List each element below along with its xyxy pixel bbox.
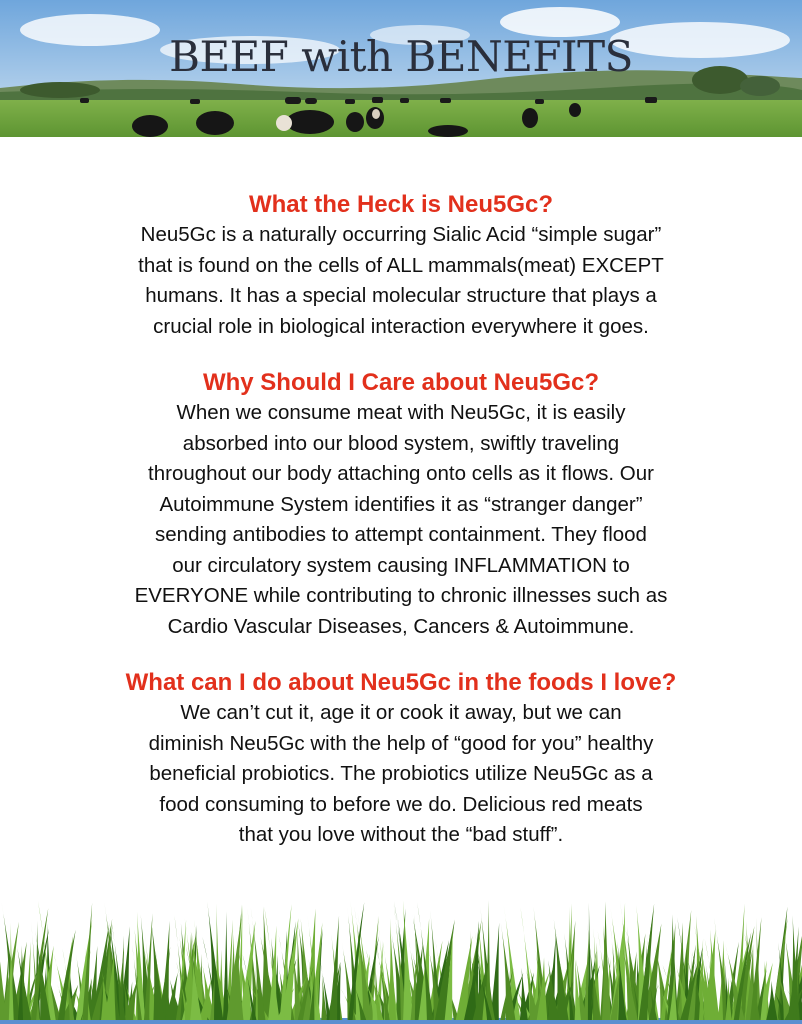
section-paragraph: [81, 220, 721, 342]
paragraph-line: Neu5Gc is a naturally occurring Sialic Acid “simple sugar”: [140, 223, 662, 246]
paragraph-line: We can’t cut it, age it or cook it away, but we can: [180, 701, 622, 724]
paragraph-line: that you love without the “bad stuff”.: [238, 823, 564, 846]
section-why-care: [0, 368, 802, 642]
paragraph-line: When we consume meat with Neu5Gc, it is easily: [176, 401, 626, 424]
paragraph-line: Autoimmune System identifies it as “stranger danger”: [159, 492, 643, 516]
section-heading: Why Should I Care about Neu5Gc?: [202, 369, 600, 396]
paragraph-line: Cardio Vascular Diseases, Cancers & Autoimmune.: [167, 614, 635, 638]
paragraph-line: food consuming to before we do. Delicious red meats: [159, 792, 643, 816]
section-heading: What the Heck is Neu5Gc?: [248, 191, 554, 218]
paragraph-line: absorbed into our blood system, swiftly traveling: [182, 431, 620, 455]
banner-title: BEEF with BENEFITS: [169, 32, 633, 81]
paragraph-line: our circulatory system causing INFLAMMATION to: [172, 553, 630, 577]
grass-border-image: [0, 900, 802, 1024]
banner-image: [0, 0, 802, 137]
section-what-can-i-do: [0, 668, 802, 851]
paragraph-line: sending antibodies to attempt containment. They flood: [155, 523, 647, 546]
paragraph-line: beneficial probiotics. The probiotics utilize Neu5Gc as a: [149, 762, 653, 785]
section-heading: What can I do about Neu5Gc in the foods I love?: [125, 669, 677, 696]
paragraph-line: crucial role in biological interaction everywhere it goes.: [153, 314, 649, 338]
section-what-is-neu5gc: [0, 190, 802, 342]
paragraph-line: diminish Neu5Gc with the help of “good for you” healthy: [148, 731, 654, 755]
grass-illustration: [0, 900, 802, 1024]
paragraph-line: that is found on the cells of ALL mammals(meat) EXCEPT: [138, 253, 664, 277]
paragraph-line: throughout our body attaching onto cells as it flows. Our: [148, 462, 654, 485]
paragraph-line: EVERYONE while contributing to chronic illnesses such as: [134, 584, 668, 607]
article-content: [0, 190, 802, 877]
section-paragraph: [81, 398, 721, 642]
paragraph-line: humans. It has a special molecular structure that plays a: [145, 284, 657, 307]
section-paragraph: [81, 698, 721, 851]
